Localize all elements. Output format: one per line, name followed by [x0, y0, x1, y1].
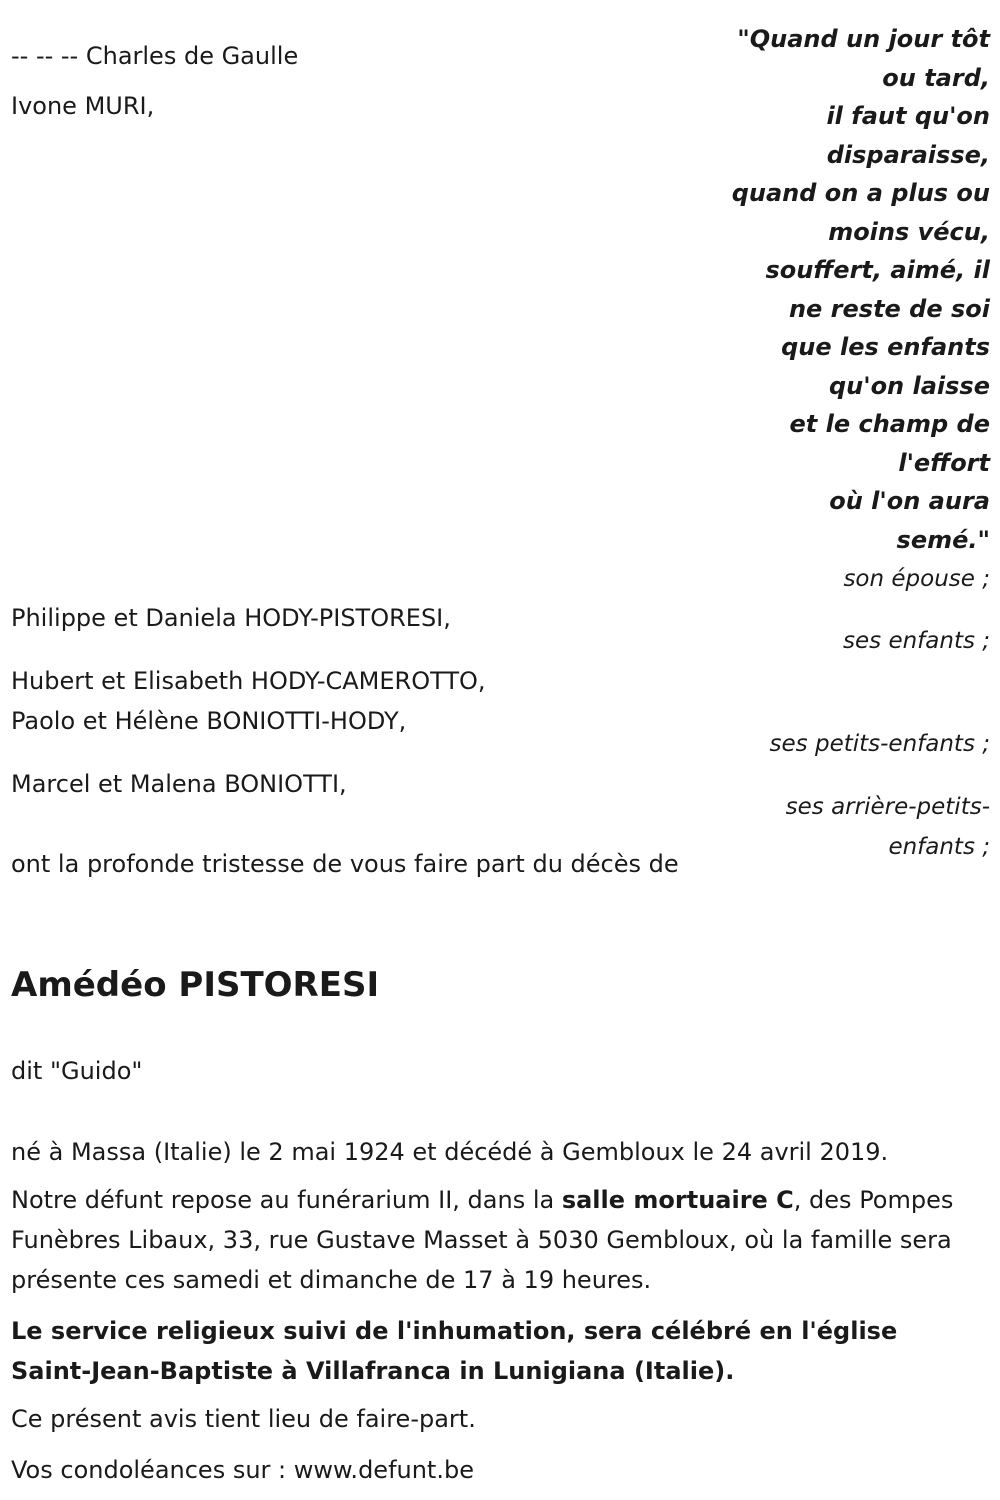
condolences-text: Vos condoléances sur : www.defunt.be [11, 1456, 474, 1484]
quote-line: ne reste de soi [788, 294, 990, 323]
quote-line: souffert, aimé, il [765, 256, 990, 284]
quote-line: il faut qu'on [826, 102, 990, 130]
resting-place-info [11, 1180, 991, 1300]
quote-line: quand on a plus ou [731, 179, 990, 207]
quote-line: où l'on aura [829, 487, 990, 515]
spouse-name: Ivone MURI, [11, 92, 155, 120]
resting-room: salle mortuaire C [561, 1186, 794, 1214]
resting-place-text: , des Pompes Funèbres Libaux, 33, rue Gustave Masset à 5030 Gembloux, où la famille sera présente ces samedi et dimanche de 17 à 19 heures. [11, 1186, 954, 1294]
resting-place-text: Notre défunt repose au funérarium II, dans la [11, 1186, 562, 1214]
notice-text: Ce présent avis tient lieu de faire-part. [11, 1405, 476, 1433]
quote-line: l'effort [898, 448, 990, 477]
grandchildren-relation: ses petits-enfants ; [769, 731, 990, 757]
announcement-intro: ont la profonde tristesse de vous faire part du décès de [11, 850, 679, 878]
quote-line: "Quand un jour tôt [737, 25, 990, 53]
great-grandchildren-relation: ses arrière-petits- [785, 794, 990, 820]
quote-block [732, 20, 990, 559]
birth-death-info: né à Massa (Italie) le 2 mai 1924 et décédé à Gembloux le 24 avril 2019. [11, 1138, 889, 1166]
child-family: Hubert et Elisabeth HODY-CAMEROTTO, [11, 667, 486, 695]
child-family: Paolo et Hélène BONIOTTI-HODY, [11, 707, 407, 735]
child-family: Philippe et Daniela HODY-PISTORESI, [11, 604, 451, 632]
quote-line: et le champ de [789, 410, 990, 438]
quote-line: ou tard, [882, 63, 990, 92]
deceased-nickname: dit "Guido" [11, 1057, 143, 1085]
child-family: Marcel et Malena BONIOTTI, [11, 770, 347, 798]
quote-line: qu'on laisse [828, 371, 990, 400]
quote-line: moins vécu, [828, 217, 990, 246]
great-grandchildren-relation: enfants ; [888, 834, 990, 860]
quote-line: que les enfants [781, 333, 990, 361]
quote-line: disparaisse, [826, 140, 990, 169]
quote-author: -- -- -- Charles de Gaulle [11, 42, 299, 70]
deceased-name: Amédéo PISTORESI [11, 965, 380, 1005]
service-info: Le service religieux suivi de l'inhumation, sera célébré en l'église Saint-Jean-Baptiste à Villafranca in Lunigiana (Italie). [11, 1317, 898, 1385]
children-relation: ses enfants ; [843, 628, 990, 654]
quote-line: semé." [896, 525, 990, 554]
spouse-relation: son épouse ; [843, 566, 990, 592]
